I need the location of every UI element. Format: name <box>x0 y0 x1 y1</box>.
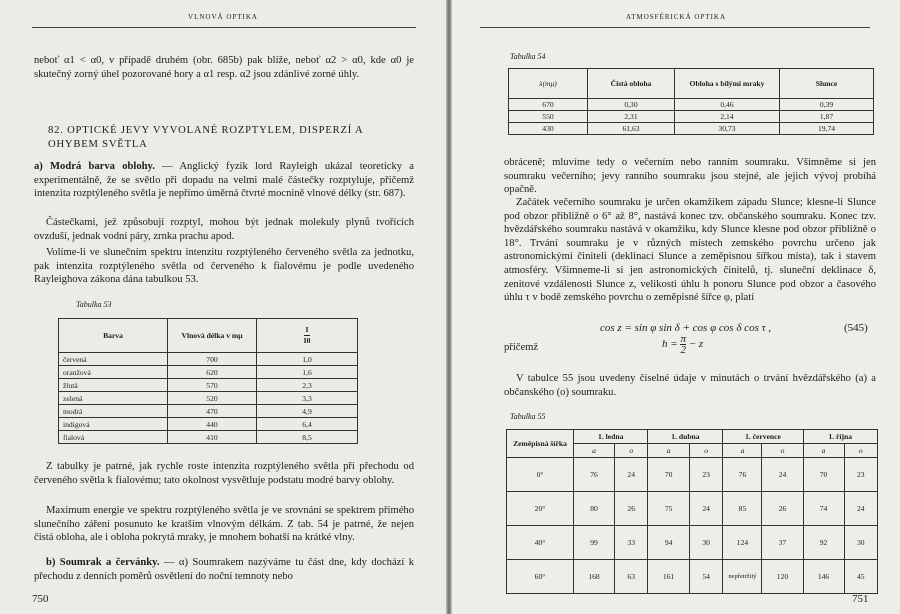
table-55-cell: 23 <box>844 458 877 492</box>
table-55-row <box>507 458 878 492</box>
paragraph-twilight-title: b) Soumrak a červánky. <box>46 557 160 568</box>
equation-h <box>662 334 703 355</box>
table-55-cell: 54 <box>689 560 723 594</box>
table-53 <box>58 318 358 444</box>
table-53-cell: 470 <box>168 405 257 418</box>
table-53-cell: žlutá <box>59 379 168 392</box>
table-53-cell: oranžová <box>59 366 168 379</box>
table-53-cell: 440 <box>168 418 257 431</box>
table-55-cell: 146 <box>803 560 844 594</box>
table-53-col-ratio <box>257 319 358 353</box>
table-54-cell: 2,14 <box>675 111 780 123</box>
table-55-cell: 24 <box>762 458 803 492</box>
table-55-cell: 120 <box>762 560 803 594</box>
section-heading: 82. OPTICKÉ JEVY VYVOLANÉ ROZPTYLEM, DISPERZÍ A OHYBEM SVĚTLA <box>48 125 363 150</box>
table-55-subheader: a <box>803 444 844 458</box>
table-55-cell: 168 <box>574 560 615 594</box>
table-53-cell: 4,9 <box>257 405 358 418</box>
right-page <box>452 0 900 614</box>
table-55-subheader: a <box>648 444 689 458</box>
table-53-row <box>59 366 358 379</box>
table-55-cell: 74 <box>803 492 844 526</box>
table-55-cell: 33 <box>615 526 648 560</box>
paragraph-energy-maximum: Maximum energie ve spektru rozptýleného světla je ve srovnání se spektrem přímého slunečního záření posunuto ke kratším vlnovým délkám. Z tab. 54 je patrné, že nejen čistá obloha, ale i obloha pokrytá mraky, je mnohem bohatší na krátké vlny. <box>34 505 414 544</box>
equation-545: cos z = sin φ sin δ + cos φ cos δ cos τ , <box>600 322 772 334</box>
table-55-cell: 80 <box>574 492 615 526</box>
table-55-cell: 30 <box>844 526 877 560</box>
table-53-col-color: Barva <box>59 319 168 353</box>
table-55-col-latitude: Zeměpisná šířka <box>507 430 574 458</box>
table-55-cell: 26 <box>615 492 648 526</box>
table-55-cell: 23 <box>689 458 723 492</box>
header-rule <box>32 27 416 28</box>
table-53-row <box>59 405 358 418</box>
table-55-date-jan: 1. ledna <box>574 430 648 444</box>
table-55-subheader: o <box>844 444 877 458</box>
paragraph-blue-sky-title: a) Modrá barva oblohy. <box>34 161 155 172</box>
paragraph-table-conclusion: Z tabulky je patrné, jak rychle roste intenzita rozptýleného světla při přechodu od červeného světla k fialovému; tato okolnost vysvětluje podstatu modré barvy oblohy. <box>34 461 414 486</box>
ratio-numerator: I <box>305 325 309 334</box>
table-55-cell: 24 <box>615 458 648 492</box>
table-55-cell: 85 <box>723 492 762 526</box>
table-53-body <box>59 353 358 444</box>
table-54-cell: 0,46 <box>675 99 780 111</box>
paragraph-particles: Částečkami, jež způsobují rozptyl, mohou být jednak molekuly plynů tvořících ovzduší, jednak vodní páry, zrnka prachu apod. <box>34 217 414 242</box>
table-54-cell: 30,73 <box>675 123 780 135</box>
table-53-row <box>59 431 358 444</box>
table-53-cell: 620 <box>168 366 257 379</box>
table-55-cell: nepřetržitý <box>723 560 762 594</box>
table-53-row <box>59 379 358 392</box>
table-55-cell: 75 <box>648 492 689 526</box>
table-53-cell: fialová <box>59 431 168 444</box>
table-53-cell: červená <box>59 353 168 366</box>
table-54-cell: 0,39 <box>780 99 874 111</box>
table-55-caption: Tabulka 55 <box>510 412 546 421</box>
eq-h-denominator: 2 <box>680 344 686 356</box>
table-55-cell: 20° <box>507 492 574 526</box>
table-55-subheader: a <box>723 444 762 458</box>
running-head: VLNOVÁ OPTIKA <box>188 13 258 21</box>
paragraph-twilight <box>34 556 414 583</box>
running-head: ATMOSFÉRICKÁ OPTIKA <box>625 13 727 21</box>
paragraph-table-55-intro: V tabulce 55 jsou uvedeny číselné údaje v minutách o trvání hvězdářského (a) a občanského (o) soumraku. <box>504 373 876 398</box>
table-54-row <box>509 123 874 135</box>
table-53-cell: 1,6 <box>257 366 358 379</box>
table-55-subheader: o <box>615 444 648 458</box>
left-page <box>0 0 446 614</box>
table-54-col-sun: Slunce <box>780 69 874 99</box>
table-55-cell: 161 <box>648 560 689 594</box>
table-55 <box>506 429 878 594</box>
table-54-cell: 1,87 <box>780 111 874 123</box>
table-53-header <box>59 319 358 353</box>
table-55-cell: 26 <box>762 492 803 526</box>
table-55-cell: 24 <box>844 492 877 526</box>
table-53-cell: 520 <box>168 392 257 405</box>
table-53-col-wavelength: Vlnová délka v mμ <box>168 319 257 353</box>
table-54-cell: 670 <box>509 99 588 111</box>
table-53-row <box>59 418 358 431</box>
table-53-cell: 410 <box>168 431 257 444</box>
table-55-row <box>507 560 878 594</box>
paragraph-twilight-end: Začátek večerního soumraku je určen okamžikem západu Slunce; klesne-li Slunce pod obzor přibližně o 6° až 8°, nastává konec tzv. občanského soumraku. Konec tzv. hvězdářského soumraku nastává v okamžiku, kdy Slunce klesne pod obzor přibližně o 18°. Trvání soumraku je v různých místech zemského povrchu určeno jak astronomickými činiteli (deklinací Slunce a zeměpisnou šířkou místa), tak i stavem atmosféry. Všimneme-li si jen astronomických činitelů, tj. sluneční deklinace δ, zenitové vzdálenosti Slunce z, velikosti úhlu h ponoru Slunce pod obzor a časového úhlu τ v bodě zemského povrchu o zeměpisné šířce φ, platí <box>504 197 876 304</box>
table-53-cell: 700 <box>168 353 257 366</box>
table-55-cell: 70 <box>803 458 844 492</box>
header-rule <box>480 27 870 28</box>
table-55-row <box>507 526 878 560</box>
table-54-caption: Tabulka 54 <box>510 52 546 61</box>
table-53-cell: 3,3 <box>257 392 358 405</box>
table-55-cell: 24 <box>689 492 723 526</box>
table-55-cell: 30 <box>689 526 723 560</box>
table-55-subheader: o <box>689 444 723 458</box>
eq-h-right: − z <box>688 338 704 351</box>
table-53-row <box>59 392 358 405</box>
equation-number: (545) <box>844 322 868 334</box>
table-55-cell: 94 <box>648 526 689 560</box>
table-55-subheader: o <box>762 444 803 458</box>
table-55-cell: 37 <box>762 526 803 560</box>
table-54-cell: 61,63 <box>588 123 675 135</box>
paragraph-rayleigh: Volíme-li ve slunečním spektru intenzitu rozptýleného červeného světla za jednotku, pak intenzita rozptýleného světla od červeného k fialovému je podle uvedeného Rayleighova zákona dána tabulkou 53. <box>34 247 414 286</box>
table-55-cell: 60° <box>507 560 574 594</box>
paragraph-blue-sky-text: — Anglický fyzik lord Rayleigh ukázal teoreticky a experimentálně, že se světlo při dopadu na velmi malé částečky rozptyluje, přičemž intenzita rozptýleného světla je nepřímo úměrná čtvrté mocnině vlnové délky (str. 687). <box>34 161 414 200</box>
table-55-cell: 76 <box>723 458 762 492</box>
table-54-col-cloudy-sky: Obloha s bílými mraky <box>675 69 780 99</box>
page-number-right: 751 <box>852 593 869 605</box>
table-55-subheader: a <box>574 444 615 458</box>
table-55-cell: 63 <box>615 560 648 594</box>
paragraph-twilight-text: — α) Soumrakem nazýváme tu část dne, kdy dochází k přechodu z denních poměrů osvětlení do noční temnoty nebo <box>34 557 414 582</box>
paragraph-blue-sky <box>34 160 414 201</box>
ratio-denominator: I0 <box>303 336 311 345</box>
where-label: přičemž <box>504 342 539 353</box>
table-54-cell: 430 <box>509 123 588 135</box>
table-54 <box>508 68 874 135</box>
table-55-cell: 92 <box>803 526 844 560</box>
table-55-date-apr: 1. dubna <box>648 430 723 444</box>
intro-paragraph: neboť α1 < α0, v případě druhém (obr. 685b) pak blíže, neboť α2 > α0, kde α0 je skutečný zorný úhel pozorované hory a α1 resp. α2 jsou zdánlivé zorné úhly. <box>34 55 414 80</box>
table-55-cell: 40° <box>507 526 574 560</box>
eq-h-numerator: π <box>680 333 686 345</box>
table-55-cell: 70 <box>648 458 689 492</box>
table-54-cell: 2,31 <box>588 111 675 123</box>
table-53-cell: 6,4 <box>257 418 358 431</box>
table-54-row <box>509 99 874 111</box>
page-number-left: 750 <box>32 593 49 605</box>
table-53-cell: modrá <box>59 405 168 418</box>
table-54-body <box>509 99 874 135</box>
table-53-cell: 570 <box>168 379 257 392</box>
paragraph-evening-twilight: obráceně; mluvíme tedy o večerním nebo ranním soumraku. Všimněme si jen soumraku večerního; jevy ranního soumraku jsou stejné, ale jejich vývoj probíhá opačně. <box>504 157 876 196</box>
table-55-cell: 124 <box>723 526 762 560</box>
table-54-cell: 550 <box>509 111 588 123</box>
table-55-cell: 76 <box>574 458 615 492</box>
table-54-cell: 19,74 <box>780 123 874 135</box>
table-55-header-dates <box>507 430 878 444</box>
table-55-row <box>507 492 878 526</box>
table-54-row <box>509 111 874 123</box>
table-55-date-oct: 1. října <box>803 430 878 444</box>
table-53-cell: 1,0 <box>257 353 358 366</box>
table-54-cell: 0,30 <box>588 99 675 111</box>
table-53-cell: indigová <box>59 418 168 431</box>
table-55-date-jul: 1. července <box>723 430 803 444</box>
table-53-cell: 8,5 <box>257 431 358 444</box>
table-55-body <box>507 458 878 594</box>
table-54-col-clear-sky: Čistá obloha <box>588 69 675 99</box>
table-53-row <box>59 353 358 366</box>
table-54-header <box>509 69 874 99</box>
table-55-cell: 99 <box>574 526 615 560</box>
table-55-cell: 0° <box>507 458 574 492</box>
table-53-caption: Tabulka 53 <box>76 300 112 309</box>
table-53-cell: zelená <box>59 392 168 405</box>
table-54-col-lambda: λ(mμ) <box>509 69 588 99</box>
table-55-cell: 45 <box>844 560 877 594</box>
eq-h-left: h = <box>662 338 678 351</box>
table-53-cell: 2,3 <box>257 379 358 392</box>
